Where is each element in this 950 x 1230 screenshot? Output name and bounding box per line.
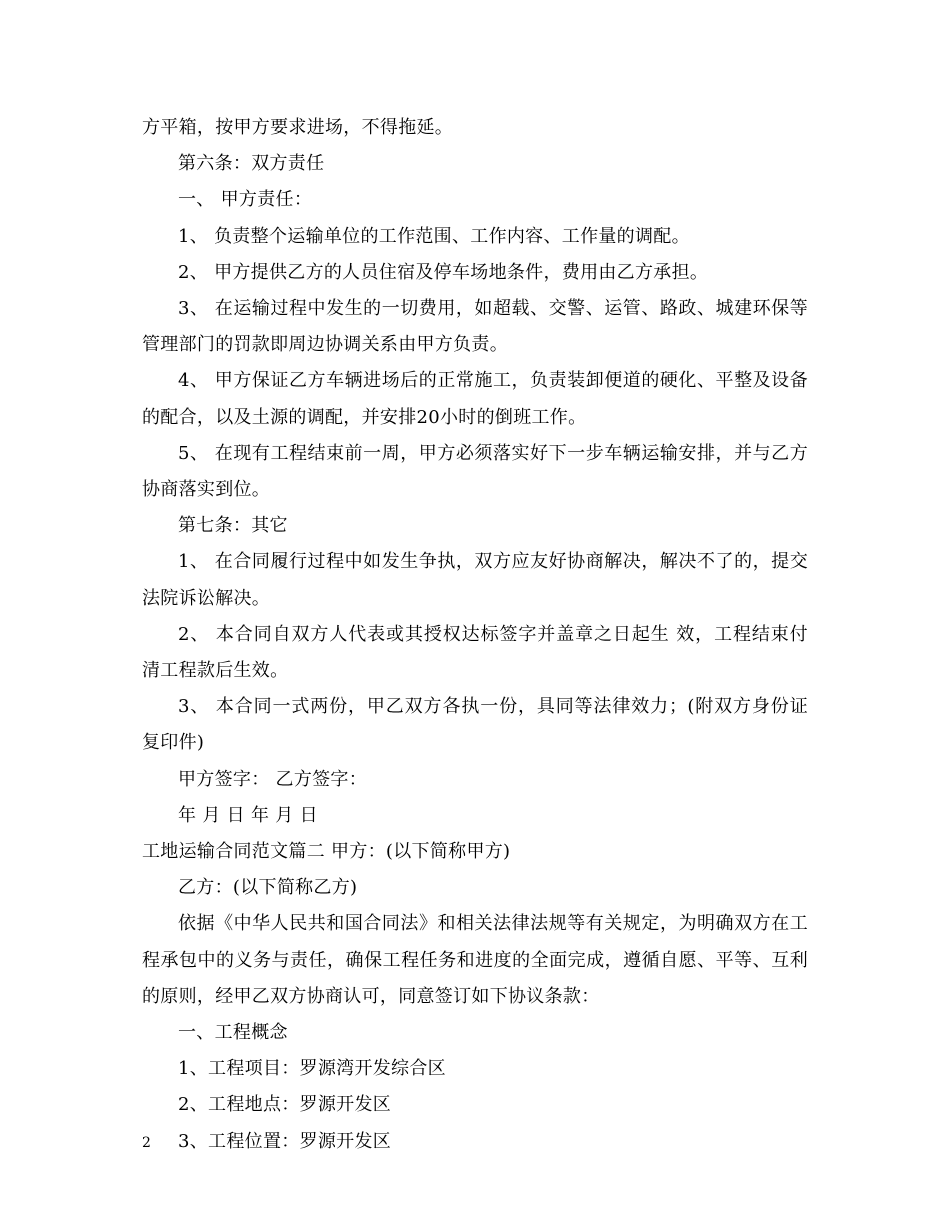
text-line: 依据《中华人民共和国合同法》和相关法律法规等有关规定，为明确双方在工 bbox=[178, 913, 808, 935]
text-line: 的原则，经甲乙双方协商认可，同意签订如下协议条款： bbox=[142, 985, 600, 1007]
text-line: 1、 负责整个运输单位的工作范围、工作内容、工作量的调配。 bbox=[178, 225, 690, 247]
text-line: 3、工程位置：罗源开发区 bbox=[178, 1130, 392, 1152]
text-line: 工地运输合同范文篇二 甲方：(以下简称甲方) bbox=[142, 841, 511, 862]
text-line: 方平箱，按甲方要求进场，不得拖延。 bbox=[142, 117, 454, 138]
text-line: 年 月 日 年 月 日 bbox=[178, 804, 318, 826]
text-line: 一、 甲方责任： bbox=[178, 189, 313, 211]
text-line: 复印件) bbox=[142, 732, 205, 754]
text-line: 第六条：双方责任 bbox=[178, 153, 325, 175]
text-line: 的配合，以及土源的调配，并安排20小时的倒班工作。 bbox=[142, 406, 587, 428]
text-line: 1、工程项目：罗源湾开发综合区 bbox=[178, 1058, 446, 1080]
text-line: 1、 在合同履行过程中如发生争执，双方应友好协商解决，解决不了的，提交 bbox=[178, 551, 808, 573]
page-number: 2 bbox=[142, 1135, 151, 1151]
text-line: 5、 在现有工程结束前一周，甲方必须落实好下一步车辆运输安排，并与乙方 bbox=[178, 442, 808, 464]
text-line: 3、 本合同一式两份，甲乙双方各执一份，具同等法律效力；(附双方身份证 bbox=[178, 696, 808, 718]
text-line: 2、 甲方提供乙方的人员住宿及停车场地条件，费用由乙方承担。 bbox=[178, 261, 709, 283]
text-line: 3、 在运输过程中发生的一切费用，如超载、交警、运管、路政、城建环保等 bbox=[178, 298, 808, 319]
text-line: 2、 本合同自双方人代表或其授权达标签字并盖章之日起生 效，工程结束付 bbox=[178, 623, 808, 645]
text-line: 甲方签字： 乙方签字： bbox=[178, 768, 368, 790]
text-line: 第七条：其它 bbox=[178, 515, 288, 537]
text-line: 4、 甲方保证乙方车辆进场后的正常施工，负责装卸便道的硬化、平整及设备 bbox=[178, 370, 808, 392]
text-line: 一、工程概念 bbox=[178, 1022, 288, 1043]
text-line: 2、工程地点：罗源开发区 bbox=[178, 1094, 392, 1116]
text-line: 乙方：(以下简称乙方) bbox=[178, 877, 358, 899]
text-line: 管理部门的罚款即周边协调关系由甲方负责。 bbox=[142, 334, 508, 356]
text-line: 法院诉讼解决。 bbox=[142, 587, 271, 609]
text-line: 清工程款后生效。 bbox=[142, 660, 289, 681]
text-line: 协商落实到位。 bbox=[142, 479, 271, 500]
text-line: 程承包中的义务与责任，确保工程任务和进度的全面完成，遵循自愿、平等、互利 bbox=[142, 949, 808, 971]
